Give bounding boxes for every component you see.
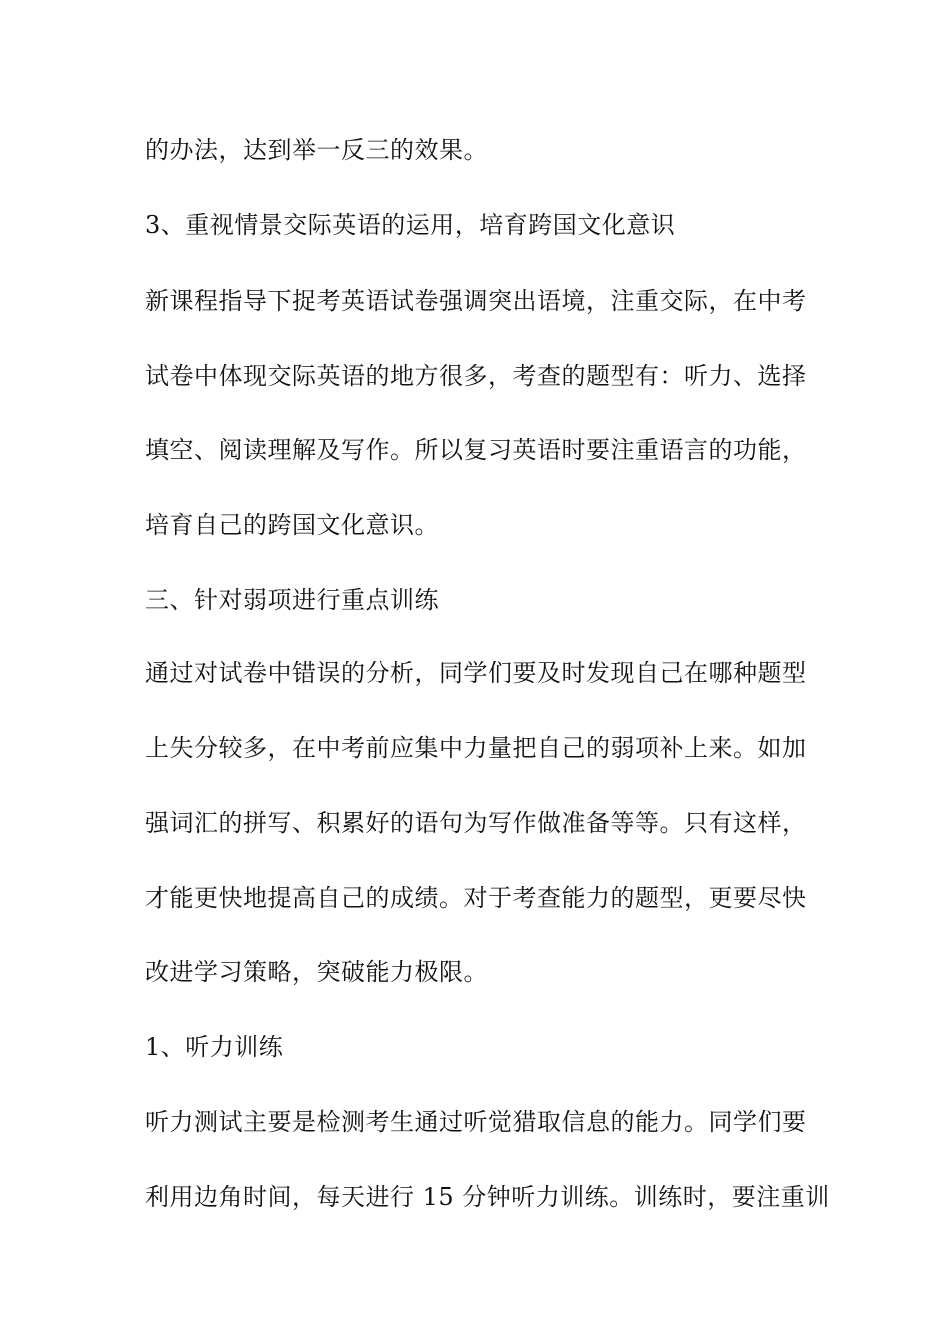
text-line: 试卷中体现交际英语的地方很多，考查的题型有：听力、选择 — [145, 362, 807, 390]
text-line: 新课程指导下捉考英语试卷强调突出语境，注重交际，在中考 — [145, 287, 807, 315]
text-line: 强词汇的拼写、积累好的语句为写作做准备等等。只有这样， — [145, 809, 807, 837]
text-line: 填空、阅读理解及写作。所以复习英语时要注重语言的功能， — [145, 436, 807, 464]
text-line: 的办法，达到举一反三的效果。 — [145, 136, 488, 164]
text-line: 才能更快地提高自己的成绩。对于考查能力的题型，更要尽快 — [145, 884, 807, 912]
text-line: 上失分较多，在中考前应集中力量把自己的弱项补上来。如加 — [145, 734, 807, 762]
text-line: 利用边角时间，每天进行 15 分钟听力训练。训练时，要注重训 — [145, 1183, 830, 1211]
section-heading: 3、重视情景交际英语的运用，培育跨国文化意识 — [145, 211, 676, 239]
section-heading: 三、针对弱项进行重点训练 — [145, 586, 439, 614]
text-line: 通过对试卷中错误的分析，同学们要及时发现自己在哪种题型 — [145, 659, 807, 687]
section-heading: 1、听力训练 — [145, 1033, 284, 1061]
text-line: 改进学习策略，突破能力极限。 — [145, 958, 488, 986]
text-line: 培育自己的跨国文化意识。 — [145, 511, 439, 539]
text-line: 听力测试主要是检测考生通过听觉猎取信息的能力。同学们要 — [145, 1108, 807, 1136]
